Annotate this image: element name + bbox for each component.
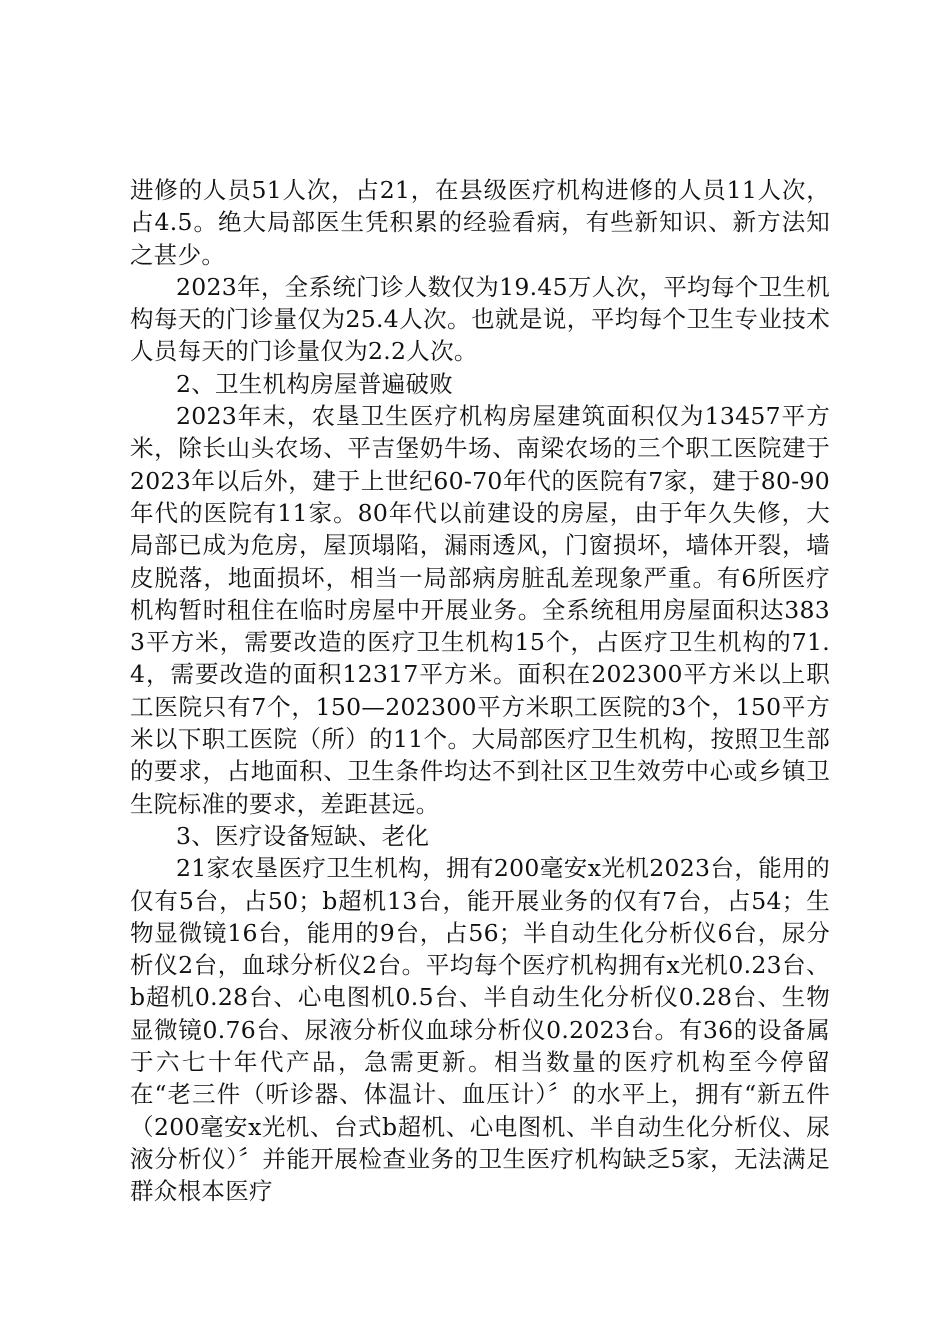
- paragraph-buildings: 2023年末，农垦卫生医疗机构房屋建筑面积仅为13457平方米，除长山头农场、平吉堡奶牛场、南梁农场的三个职工医院建于2023年以后外，建于上世纪60-70年代的医院有7家，建于80-90年代的医院有11家。80年代以前建设的房屋，由于年久失修，大局部已成为危房，屋顶塌陷，漏雨透风，门窗损坏，墙体开裂，墙皮脱落，地面损坏，相当一局部病房脏乱差现象严重。有6所医疗机构暂时租住在临时房屋中开展业务。全系统租用房屋面积达3833平方米，需要改造的医疗卫生机构15个，占医疗卫生机构的71.4，需要改造的面积12317平方米。面积在202300平方米以上职工医院只有7个，150—202300平方米职工医院的3个，150平方米以下职工医院（所）的11个。大局部医疗卫生机构，按照卫生部的要求，占地面积、卫生条件均达不到社区卫生效劳中心或乡镇卫生院标准的要求，差距甚远。: [130, 402, 830, 818]
- document-body: [130, 174, 830, 1208]
- section-heading-buildings: 2、卫生机构房屋普遍破败: [176, 369, 454, 398]
- paragraph-continuation: 进修的人员51人次，占21，在县级医疗机构进修的人员11人次，占4.5。绝大局部医生凭积累的经验看病，有些新知识、新方法知之甚少。: [130, 176, 830, 269]
- paragraph-equipment: 21家农垦医疗卫生机构，拥有200毫安x光机2023台，能用的仅有5台，占50；b超机13台，能开展业务的仅有7台，占54；生物显微镜16台，能用的9台，占56；半自动生化分析仪6台，尿分析仪2台，血球分析仪2台。平均每个医疗机构拥有x光机0.23台、b超机0.28台、心电图机0.5台、半自动生化分析仪0.28台、生物显微镜0.76台、尿液分析仪血球分析仪0.2023台。有36的设备属于六七十年代产品，急需更新。相当数量的医疗机构至今停留在“老三件（听诊器、体温计、血压计）〞的水平上，拥有“新五件（200毫安x光机、台式b超机、心电图机、半自动生化分析仪、尿液分析仪）〞并能开展检查业务的卫生医疗机构缺乏5家，无法满足群众根本医疗: [130, 854, 830, 1206]
- section-heading-equipment: 3、医疗设备短缺、老化: [176, 821, 430, 850]
- paragraph-outpatient: 2023年，全系统门诊人数仅为19.45万人次，平均每个卫生机构每天的门诊量仅为25.4人次。也就是说，平均每个卫生专业技术人员每天的门诊量仅为2.2人次。: [130, 272, 830, 366]
